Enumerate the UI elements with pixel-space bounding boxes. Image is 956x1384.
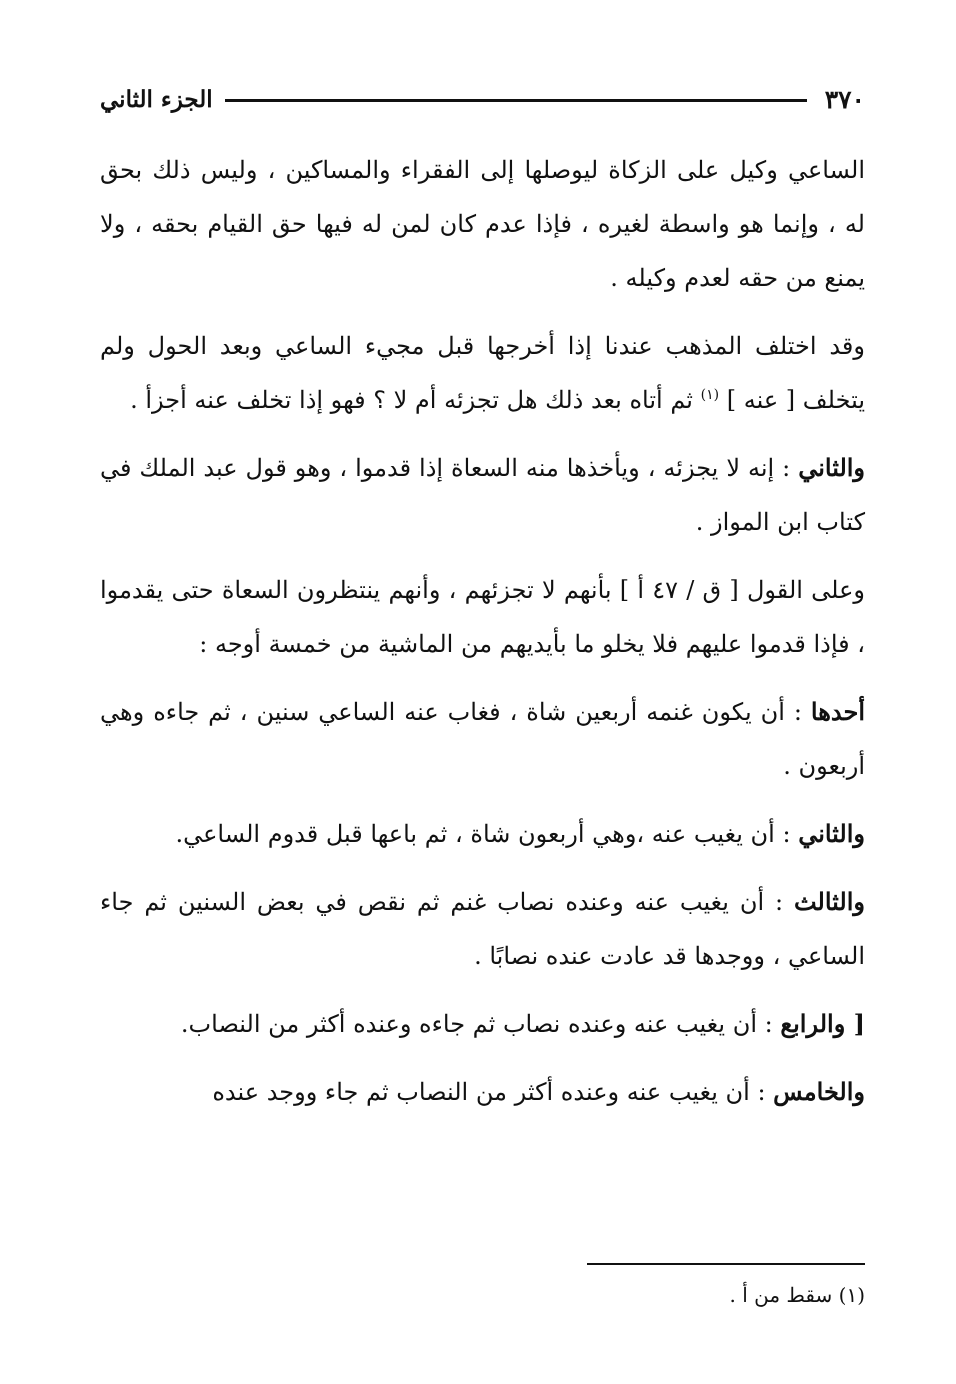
paragraph <box>100 441 865 549</box>
paragraph <box>100 143 865 305</box>
paragraph <box>100 1065 865 1119</box>
paragraph-text: : أن يغيب عنه وعنده نصاب غنم ثم نقص في بعض السنين ثم جاء الساعي ، ووجدها قد عادت عنده نصابًا . <box>100 888 865 970</box>
footnote-rule <box>587 1263 865 1265</box>
paragraph-lead-word: [ والرابع <box>780 1009 865 1038</box>
paragraph-lead-word: والخامس <box>773 1077 865 1106</box>
paragraph-lead-word: والثاني <box>798 819 865 848</box>
paragraph-text: الساعي وكيل على الزكاة ليوصلها إلى الفقراء والمساكين ، وليس ذلك بحق له ، وإنما هو واسطة لغيره ، فإذا عدم كان لمن له فيها حق القيام بحقه ، ولا يمنع من حقه لعدم وكيله . <box>100 156 865 292</box>
main-text <box>100 143 865 1133</box>
paragraph <box>100 807 865 861</box>
running-title: الجزء الثاني <box>100 86 213 113</box>
paragraph-text: ثم أتاه بعد ذلك هل تجزئه أم لا ؟ فهو إذا تخلف عنه أجزأ . <box>130 386 693 414</box>
paragraph-text: وقد اختلف المذهب عندنا إذا أخرجها قبل مجيء الساعي وبعد الحول ولم يتخلف [ عنه ] <box>100 332 865 414</box>
paragraph-text: وعلى القول [ ق / ٤٧ أ ] بأنهم لا تجزئهم ، وأنهم ينتظرون السعاة حتى يقدموا ، فإذا قدموا عليهم فلا يخلو ما بأيديهم من الماشية من خمسة أوجه : <box>100 576 866 658</box>
page-number: ٣٧٠ <box>824 85 865 114</box>
paragraph-lead-word: أحدها <box>810 697 865 726</box>
footnote-text: (١) سقط من أ . <box>729 1283 865 1307</box>
footnote <box>365 1278 865 1312</box>
page-header <box>100 80 865 120</box>
footnote-reference: (١) <box>700 387 720 403</box>
paragraph-lead-word: والثالث <box>793 887 865 916</box>
header-rule <box>225 99 807 102</box>
paragraph-text: : أن يغيب عنه وعنده أكثر من النصاب ثم جاء ووجد عنده <box>212 1078 766 1106</box>
paragraph-lead-word: والثاني <box>798 453 866 482</box>
paragraph <box>100 997 865 1051</box>
paragraph-text: : إنه لا يجزئه ، ويأخذها منه السعاة إذا قدموا ، وهو قول عبد الملك في كتاب ابن المواز . <box>100 454 865 536</box>
paragraph <box>100 563 865 671</box>
paragraph <box>100 685 865 793</box>
paragraph-text: : أن يكون غنمه أربعين شاة ، فغاب عنه الساعي سنين ، ثم جاءه وهي أربعون . <box>100 698 865 780</box>
paragraph-text: : أن يغيب عنه ،وهي أربعون شاة ، ثم باعها قبل قدوم الساعي. <box>175 820 791 848</box>
paragraph <box>100 319 865 427</box>
paragraph <box>100 875 865 983</box>
paragraph-text: : أن يغيب عنه وعنده نصاب ثم جاءه وعنده أكثر من النصاب. <box>180 1010 773 1038</box>
